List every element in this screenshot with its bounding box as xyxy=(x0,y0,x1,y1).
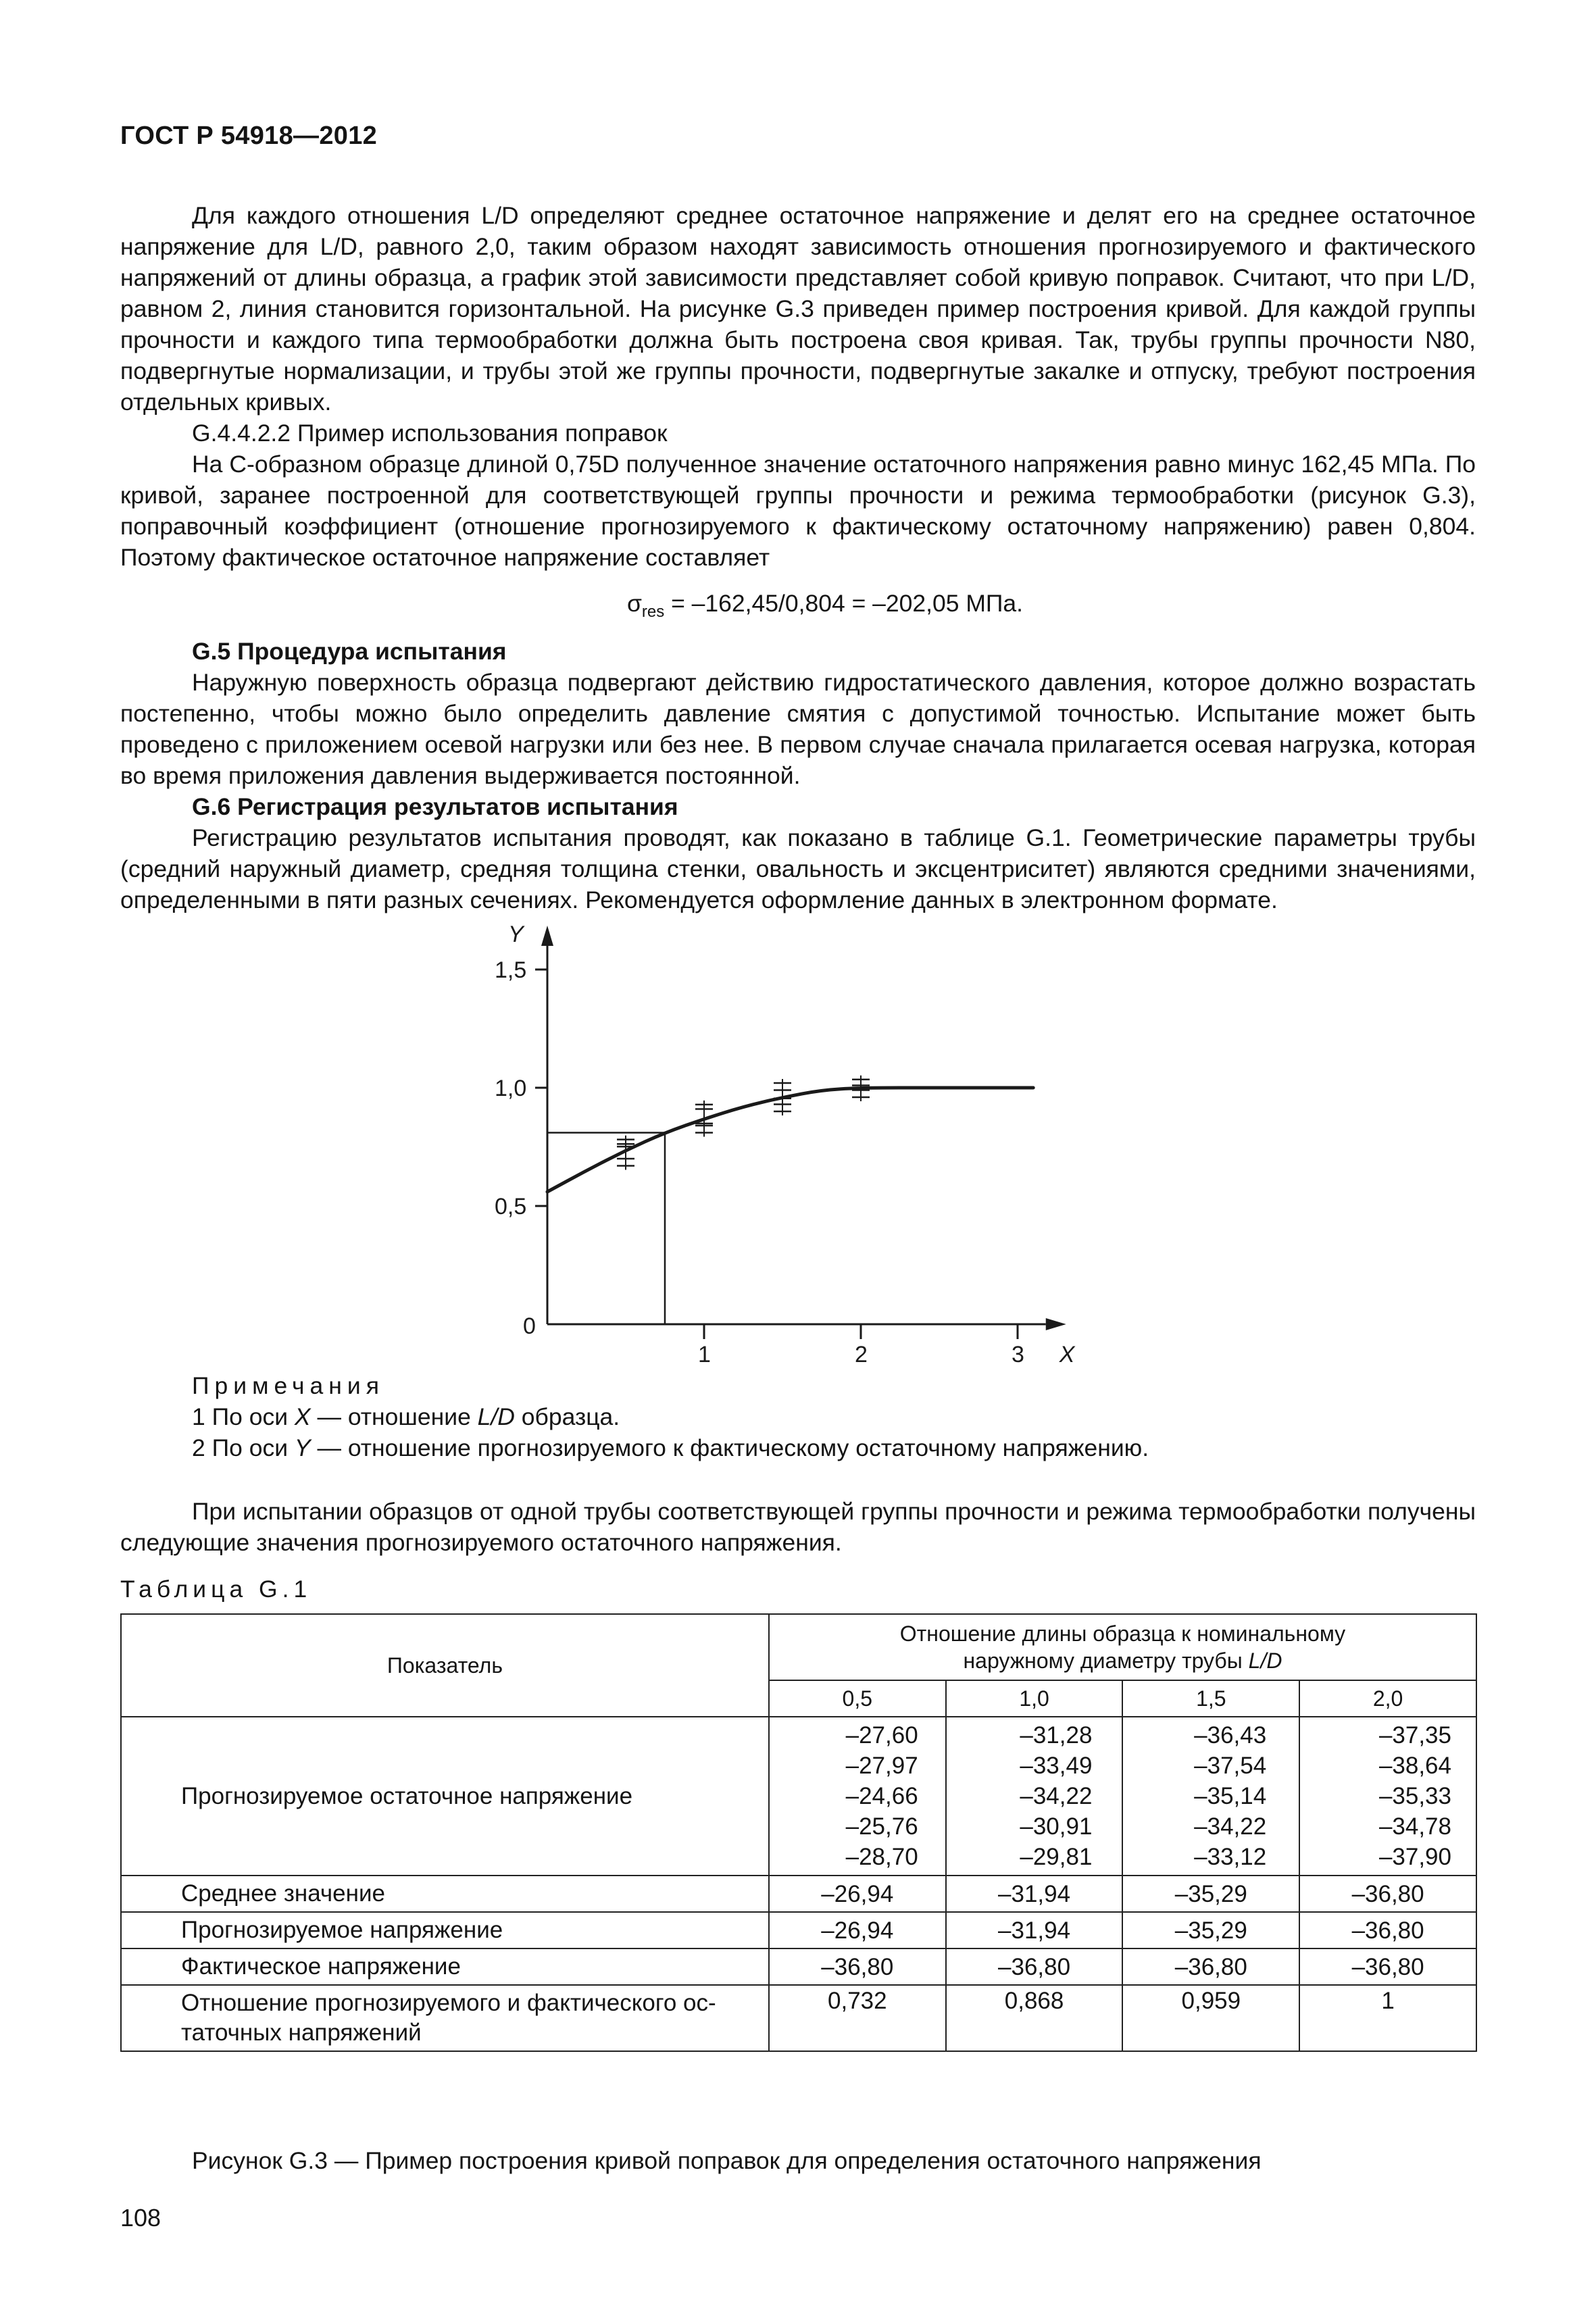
row-label: Отношение прогнозируемого и фактического ос- таточных напряжений xyxy=(121,1985,769,2051)
y-axis-arrow xyxy=(541,926,553,946)
column-header: 2,0 xyxy=(1299,1680,1476,1717)
row-label: Среднее значение xyxy=(121,1876,769,1912)
x-axis-label: X xyxy=(1059,1342,1075,1367)
cell-value: –36,80 xyxy=(1122,1948,1299,1985)
y-tick-label: 0,5 xyxy=(495,1194,527,1219)
table-row-predicted xyxy=(121,1717,1476,1876)
cell-value: –26,94 xyxy=(769,1912,946,1948)
paragraph-registration: Регистрацию результатов испытания проводят, как показано в таблице G.1. Геометрические параметры трубы (средний наружный диаметр, средняя толщина стенки, овальность и эксцентриситет) являются средними значениями, определенными в пяти разных сечениях. Рекомендуется оформление данных в электронном формате. xyxy=(120,824,1476,914)
cell-values: –36,43 –37,54 –35,14 –34,22 –33,12 xyxy=(1122,1717,1299,1876)
note-1: 1 По оси X — отношение L/D образца. xyxy=(192,1403,620,1430)
body-text xyxy=(120,200,1476,915)
header-group: Отношение длины образца к номинальному наружному диаметру трубы L/D xyxy=(769,1614,1476,1680)
cell-values: –37,35 –38,64 –35,33 –34,78 –37,90 xyxy=(1299,1717,1476,1876)
column-header: 0,5 xyxy=(769,1680,946,1717)
y-axis-label: Y xyxy=(508,922,524,947)
paragraph-test-results: При испытании образцов от одной трубы соответствующей группы прочности и режима термообработки получены следующие значения прогнозируемого остаточного напряжения. xyxy=(120,1498,1476,1556)
document-header: ГОСТ Р 54918—2012 xyxy=(120,122,378,150)
x-tick-label: 0 xyxy=(523,1313,536,1339)
notes xyxy=(120,1370,1476,1463)
x-tick-label: 1 xyxy=(698,1342,711,1367)
formula xyxy=(120,588,1476,628)
cell-value: –36,80 xyxy=(1299,1948,1476,1985)
table-row-ratio xyxy=(121,1985,1476,2051)
table-caption: Таблица G.1 xyxy=(120,1576,312,1603)
cell-value: –31,94 xyxy=(946,1912,1123,1948)
y-tick-label: 1,0 xyxy=(495,1076,527,1101)
row-label: Прогнозируемое остаточное напряжение xyxy=(121,1717,769,1876)
column-header: 1,5 xyxy=(1122,1680,1299,1717)
cell-value: –36,80 xyxy=(1299,1876,1476,1912)
column-header: 1,0 xyxy=(946,1680,1123,1717)
formula-subscript: res xyxy=(641,603,665,622)
paragraph-example: На С-образном образце длиной 0,75D полученное значение остаточного напряжения равно минус 162,45 МПа. По кривой, заранее построенной для соответствующей группы прочности и режима термообработки (рисунок G.3), поправочный коэффициент (отношение прогнозируемого к фактическому остаточному напряжению) равен 0,804. Поэтому фактическое остаточное напряжение составляет xyxy=(120,451,1476,571)
correction-curve-chart xyxy=(466,919,1088,1378)
results-table xyxy=(120,1613,1477,2052)
table-row-mean xyxy=(121,1876,1476,1912)
heading-g5: G.5 Процедура испытания xyxy=(192,638,507,665)
table-header-row xyxy=(121,1614,1476,1680)
x-tick-label: 2 xyxy=(855,1342,868,1367)
cell-value: –31,94 xyxy=(946,1876,1123,1912)
cell-value: 0,868 xyxy=(946,1985,1123,2051)
row-label: Фактическое напряжение xyxy=(121,1948,769,1985)
header-indicator: Показатель xyxy=(121,1614,769,1717)
body-text-2 xyxy=(120,1496,1476,1558)
cell-value: –26,94 xyxy=(769,1876,946,1912)
cell-values: –27,60 –27,97 –24,66 –25,76 –28,70 xyxy=(769,1717,946,1876)
x-axis-arrow xyxy=(1046,1318,1066,1330)
cell-value: 0,732 xyxy=(769,1985,946,2051)
cell-value: –35,29 xyxy=(1122,1912,1299,1948)
cell-value: –36,80 xyxy=(769,1948,946,1985)
paragraph-correction-curve: Для каждого отношения L/D определяют среднее остаточное напряжение и делят его на среднее остаточное напряжение для L/D, равного 2,0, таким образом находят зависимость отношения прогнозируемого и фактического напряжений от длины образца, а график этой зависимости представляет собой кривую поправок. Считают, что при L/D, равном 2, линия становится горизонтальной. На рисунке G.3 приведен пример построения кривой. Для каждой группы прочности и каждого типа термообработки должна быть построена своя кривая. Так, трубы группы прочности N80, подвергнутые нормализации, и трубы этой же группы прочности, подвергнутые закалке и отпуску, требуют построения отдельных кривых. xyxy=(120,202,1476,416)
table-row-predicted-stress xyxy=(121,1912,1476,1948)
paragraph-test-procedure: Наружную поверхность образца подвергают действию гидростатического давления, которое должно возрастать постепенно, чтобы можно было определить давление смятия с допустимой точностью. Испытание может быть проведено с приложением осевой нагрузки или без нее. В первом случае сначала прилагается осевая нагрузка, которая во время приложения давления выдерживается постоянной. xyxy=(120,669,1476,790)
formula-expression: = –162,45/0,804 = –202,05 МПа. xyxy=(664,590,1024,617)
cell-value: –35,29 xyxy=(1122,1876,1299,1912)
notes-title: Примечания xyxy=(192,1372,384,1399)
cell-value: –36,80 xyxy=(946,1948,1123,1985)
cell-values: –31,28 –33,49 –34,22 –30,91 –29,81 xyxy=(946,1717,1123,1876)
table-row-actual-stress xyxy=(121,1948,1476,1985)
cell-value: –36,80 xyxy=(1299,1912,1476,1948)
x-tick-label: 3 xyxy=(1012,1342,1024,1367)
cell-value: 1 xyxy=(1299,1985,1476,2051)
page-number: 108 xyxy=(120,2204,161,2232)
cell-value: 0,959 xyxy=(1122,1985,1299,2051)
row-label: Прогнозируемое напряжение xyxy=(121,1912,769,1948)
heading-g6: G.6 Регистрация результатов испытания xyxy=(192,793,678,821)
y-tick-label: 1,5 xyxy=(495,957,527,983)
note-2: 2 По оси Y — отношение прогнозируемого к фактическому остаточному напряжению. xyxy=(192,1434,1149,1461)
paragraph-example-title: G.4.4.2.2 Пример использования поправок xyxy=(192,420,668,447)
figure-caption: Рисунок G.3 — Пример построения кривой поправок для определения остаточного напряжения xyxy=(192,2147,1262,2174)
formula-sigma: σ xyxy=(626,590,642,617)
